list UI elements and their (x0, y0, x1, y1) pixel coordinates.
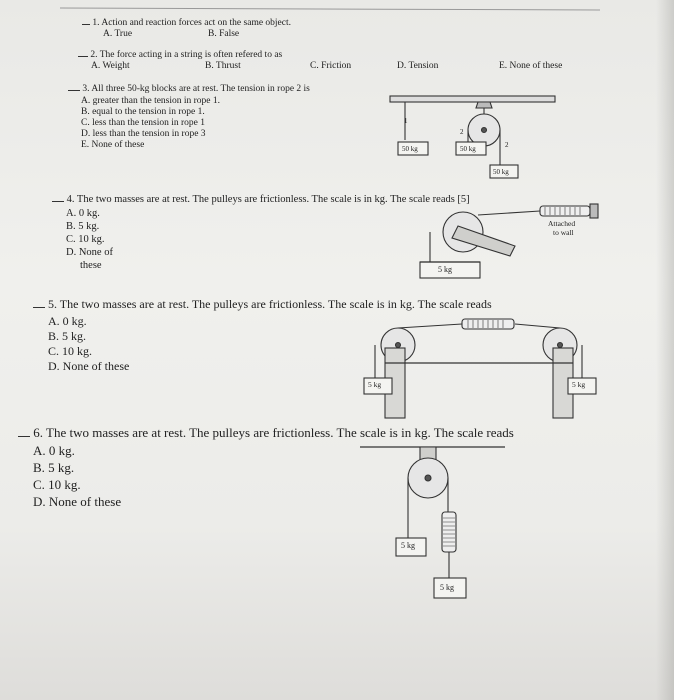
q3-block-c-label: 50 kg (493, 168, 509, 176)
q2-option-b: B. Thrust (205, 61, 241, 71)
q6-option-d: D. None of these (33, 494, 122, 509)
q1-option-b: B. False (208, 29, 240, 39)
q4-option-c: C. 10 kg. (66, 234, 105, 245)
q1-option-a: A. True (103, 29, 133, 39)
q3-rope-label-2b: 2 (505, 141, 509, 149)
q6-option-a: A. 0 kg. (33, 443, 75, 458)
q3-block-b-label: 50 kg (460, 145, 476, 153)
q2-answer-blank[interactable] (78, 56, 88, 57)
q2-question (78, 50, 282, 61)
q5-figure (364, 319, 596, 418)
q5-rope-top-right (515, 324, 560, 328)
q3-option-c: C. less than the tension in rope 1 (81, 118, 206, 128)
q3-option-b: B. equal to the tension in rope 1. (81, 107, 205, 117)
q3-rope-label-2a: 2 (460, 128, 464, 136)
q6-stem: 6. The two masses are at rest. The pulleys are frictionless. The scale is in kg. The scale reads (33, 425, 514, 440)
q4-mass-label: 5 kg (438, 265, 452, 274)
q5-pulley-left-hub (396, 343, 401, 348)
q6-question (18, 426, 514, 441)
q6-option-c: C. 10 kg. (33, 477, 81, 492)
q5-mass-left-label: 5 kg (368, 380, 382, 389)
q4-wall-label-2: to wall (553, 228, 574, 237)
q3-rope-label-1: 1 (404, 117, 408, 125)
q5-rope-top-left (398, 324, 462, 328)
q5-mass-right-label: 5 kg (572, 380, 586, 389)
q4-option-d-cont: these (80, 260, 102, 271)
q5-option-a: A. 0 kg. (48, 314, 87, 328)
q5-option-d: D. None of these (48, 359, 130, 373)
q2-option-c: C. Friction (310, 61, 352, 71)
q6-pulley-hub (425, 475, 431, 481)
q5-question (33, 298, 492, 312)
q4-wall-label-1: Attached (548, 219, 576, 228)
q5-option-c: C. 10 kg. (48, 344, 93, 358)
q4-question (52, 194, 470, 206)
q3-answer-blank[interactable] (68, 90, 80, 91)
q3-pulley-mount (476, 102, 492, 108)
q2-option-a: A. Weight (91, 61, 130, 71)
top-rule (60, 8, 600, 10)
q5-pulley-right-hub (558, 343, 563, 348)
q5-answer-blank[interactable] (33, 307, 45, 308)
q3-figure (390, 96, 555, 178)
q4-option-b: B. 5 kg. (66, 221, 100, 232)
q6-figure (360, 447, 505, 598)
q1-question (82, 18, 291, 29)
q1-answer-blank[interactable] (82, 24, 90, 25)
q6-option-b: B. 5 kg. (33, 460, 75, 475)
q3-ceiling (390, 96, 555, 102)
q4-option-a: A. 0 kg. (66, 208, 100, 219)
q3-option-d: D. less than the tension in rope 3 (81, 129, 206, 139)
q6-answer-blank[interactable] (18, 436, 30, 437)
q1-stem: 1. Action and reaction forces act on the same object. (92, 18, 292, 28)
q4-wall-mount (590, 204, 598, 218)
q3-question (68, 84, 310, 95)
q3-block-a-label: 50 kg (402, 145, 418, 153)
q4-answer-blank[interactable] (52, 201, 64, 202)
q5-option-b: B. 5 kg. (48, 329, 87, 343)
q4-rope-to-scale (478, 211, 540, 215)
q3-option-a: A. greater than the tension in rope 1. (81, 96, 221, 106)
q5-stem: 5. The two masses are at rest. The pulleys are frictionless. The scale is in kg. The scale reads (48, 297, 492, 311)
q2-option-d: D. Tension (397, 61, 439, 71)
q4-option-d: D. None of (66, 247, 113, 258)
q6-mass-left-label: 5 kg (401, 541, 415, 550)
q3-pulley-hub (482, 128, 487, 133)
q3-stem: 3. All three 50-kg blocks are at rest. The tension in rope 2 is (82, 84, 310, 94)
q3-option-e: E. None of these (81, 140, 145, 150)
q2-stem: 2. The force acting in a string is often refered to as (90, 50, 283, 60)
q4-stem: 4. The two masses are at rest. The pulleys are frictionless. The scale is in kg. The scale reads [5] (66, 194, 470, 205)
q2-option-e: E. None of these (499, 61, 563, 71)
q6-mass-right-label: 5 kg (440, 583, 454, 592)
